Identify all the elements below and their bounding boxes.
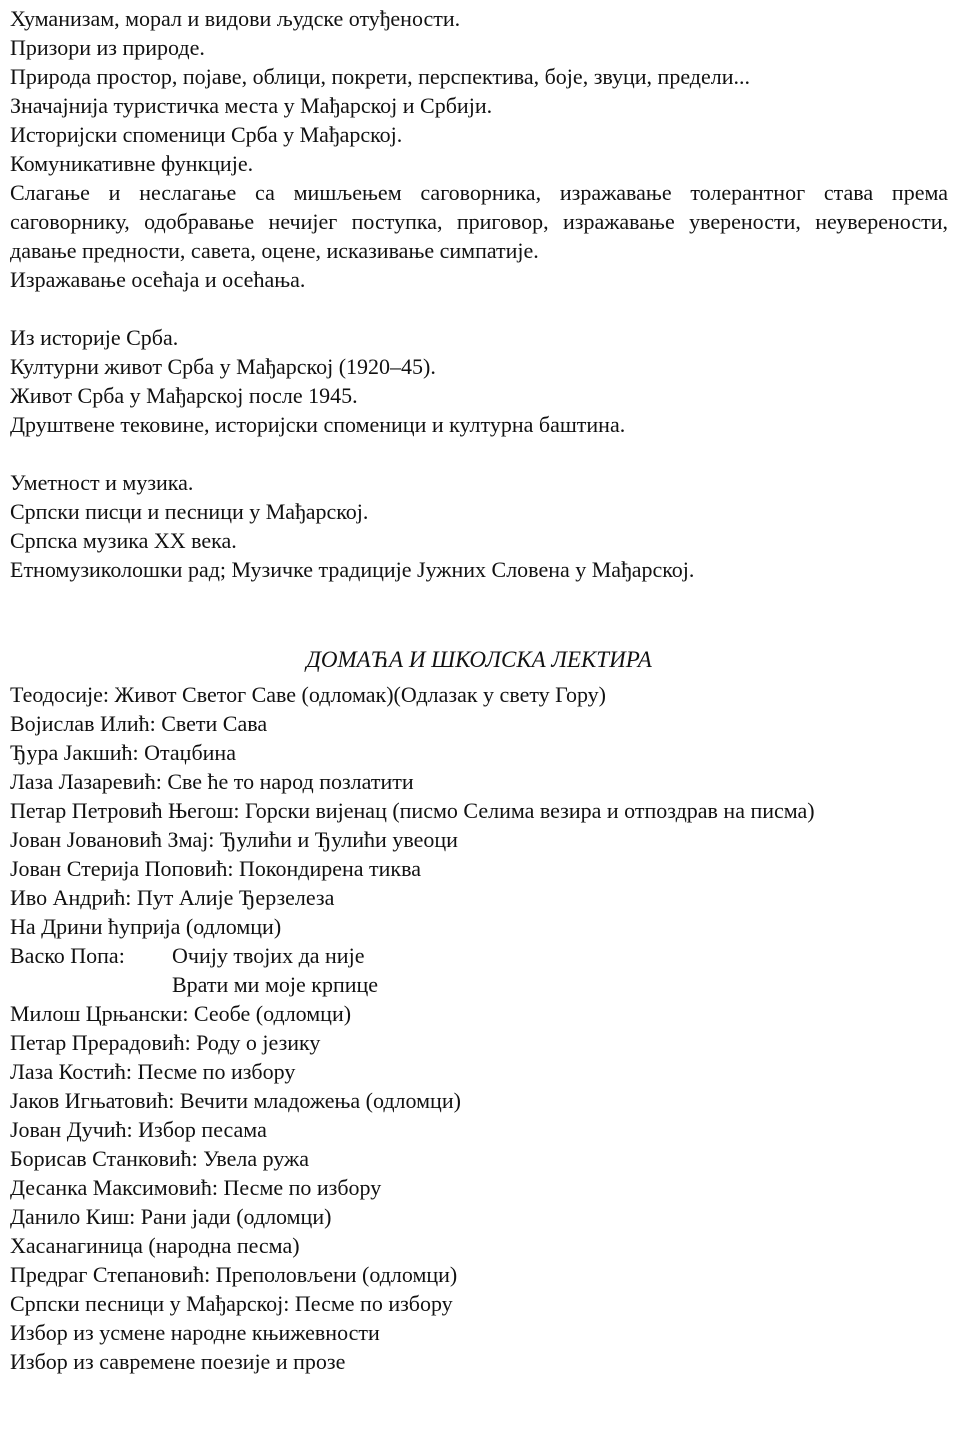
topic-line: Комуникативне функције. — [10, 151, 254, 176]
topic-line: Природа простор, појаве, облици, покрети, перспектива, боје, звуци, предели... — [10, 64, 751, 89]
spacer — [10, 439, 948, 468]
art-music-section — [10, 468, 948, 584]
topic-line: Изражавање осећаја и осећања. — [10, 267, 306, 292]
communicative-functions-paragraph: Слагање и неслагање са мишљењем саговорника, изражавање толерантног става према саговорнику, одобравање нечијег поступка, приговор, изражавање уверености, неуверености, давање предности, савета, оцене, исказивање симпатије. — [10, 180, 948, 263]
popa-title: Врати ми моје крпице — [172, 972, 379, 997]
spacer — [10, 294, 948, 323]
topic-line: Културни живот Срба у Мађарској (1920–45). — [10, 354, 436, 379]
reading-item: Ђура Јакшић: Отаџбина — [10, 740, 236, 765]
topic-line: Уметност и музика. — [10, 470, 194, 495]
reading-item: Војислав Илић: Свети Сава — [10, 711, 268, 736]
topic-line: Српска музика XX века. — [10, 528, 237, 553]
reading-item: Иво Андрић: Пут Алије Ђерзелеза — [10, 885, 335, 910]
topic-line: Друштвене тековине, историјски споменици и културна баштина. — [10, 412, 626, 437]
reading-item: Петар Прерадовић: Роду о језику — [10, 1030, 321, 1055]
reading-item: Јован Јовановић Змај: Ђулићи и Ђулићи увеоци — [10, 827, 458, 852]
reading-item: Лаза Лазаревић: Све ће то народ позлатити — [10, 769, 414, 794]
section-heading: ДОМАЋА И ШКОЛСКА ЛЕКТИРА — [306, 647, 652, 672]
popa-title: Очију твојих да није — [172, 943, 365, 968]
reading-item: Јован Дучић: Избор песама — [10, 1117, 267, 1142]
reading-item: Милош Црњански: Сеобе (одломци) — [10, 1001, 352, 1026]
reading-item: Јован Стерија Поповић: Покондирена тиква — [10, 856, 421, 881]
reading-item: Избор из савремене поезије и прозе — [10, 1349, 346, 1374]
topics-section — [10, 4, 948, 294]
reading-list-section — [10, 642, 948, 1376]
reading-item: Хасанагиница (народна песма) — [10, 1233, 300, 1258]
topic-line: Етномузиколошки рад; Музичке традиције Јужних Словена у Мађарској. — [10, 557, 695, 582]
topic-line: Хуманизам, морал и видови људске отуђености. — [10, 6, 461, 31]
reading-item: Борисав Станковић: Увела ружа — [10, 1146, 309, 1171]
topic-line: Из историје Срба. — [10, 325, 179, 350]
popa-author: Васко Попа: — [10, 943, 125, 968]
reading-item: Петар Петровић Његош: Горски вијенац (писмо Селима везира и отпоздрав на писма) — [10, 798, 815, 823]
reading-item: Избор из усмене народне књижевности — [10, 1320, 380, 1345]
reading-item: Јаков Игњатовић: Вечити младожења (одломци) — [10, 1088, 461, 1113]
reading-item: Данило Киш: Рани јади (одломци) — [10, 1204, 332, 1229]
reading-item: На Дрини ћуприја (одломци) — [10, 914, 282, 939]
history-section — [10, 323, 948, 439]
topic-line: Историјски споменици Срба у Мађарској. — [10, 122, 403, 147]
reading-item: Лаза Костић: Песме по избору — [10, 1059, 296, 1084]
topic-line: Значајнија туристичка места у Мађарској и Србији. — [10, 93, 493, 118]
spacer — [10, 584, 948, 642]
reading-item: Десанка Максимовић: Песме по избору — [10, 1175, 382, 1200]
topic-line: Призори из природе. — [10, 35, 205, 60]
reading-item: Српски песници у Мађарској: Песме по избору — [10, 1291, 453, 1316]
topic-line: Српски писци и песници у Мађарској. — [10, 499, 369, 524]
reading-item: Предраг Степановић: Преполовљени (одломци) — [10, 1262, 458, 1287]
reading-item-popa — [10, 941, 948, 970]
reading-item: Теодосије: Живот Светог Саве (одломак)(Одлазак у свету Гору) — [10, 682, 606, 707]
topic-line: Живот Срба у Мађарској после 1945. — [10, 383, 358, 408]
